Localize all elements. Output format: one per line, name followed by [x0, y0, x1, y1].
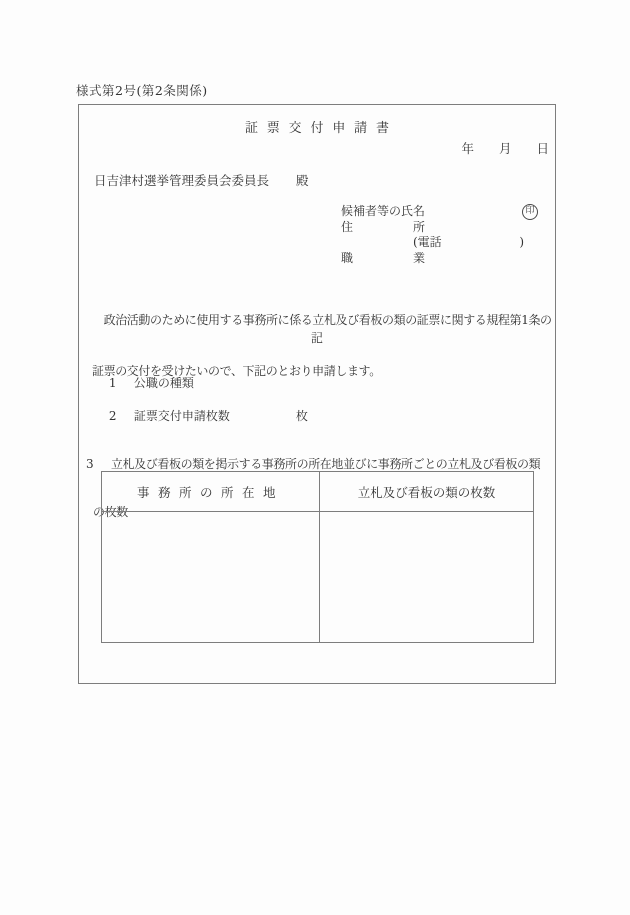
item-text: 立札及び看板の類を掲示する事務所の所在地並びに事務所ごとの立札及び看板の類: [111, 457, 541, 471]
form-number-label: 様式第2号(第2条関係): [76, 83, 208, 98]
applicant-name-label: 候補者等の氏名: [341, 204, 426, 218]
item-number: 1: [108, 376, 117, 390]
statement-line-2: 証票の交付を受けたいので、下記のとおり申請します。: [92, 364, 381, 378]
table-header-sign-count: 立札及び看板の類の枚数: [320, 472, 534, 512]
seal-icon: 印: [522, 204, 538, 220]
applicant-occupation-label: 職 業: [341, 250, 426, 265]
table-cell-office-location: [102, 512, 320, 643]
item-text: 公職の種類: [133, 376, 194, 390]
applicant-phone-row: [413, 235, 524, 251]
phone-close-paren: ): [519, 235, 524, 249]
applicant-address-label: 住 所: [341, 219, 426, 234]
item-text-line-2: の枚数: [93, 505, 128, 519]
applicant-address-row: [341, 220, 538, 236]
applicant-occupation-row: [341, 251, 538, 267]
phone-label: (電話: [413, 235, 442, 249]
item-text-line-1: [86, 456, 551, 472]
form-border-box: [78, 104, 556, 684]
item-text: 証票交付申請枚数: [133, 409, 230, 423]
table-header-row: [102, 472, 534, 512]
table-body-row: [102, 512, 534, 643]
recipient-line: [94, 171, 309, 189]
document-title: 証票交付申請書: [244, 121, 398, 136]
recipient-honorific: 殿: [296, 173, 309, 188]
statement-line-1: 政治活動のために使用する事務所に係る立札及び看板の類の証票に関する規程第1条の: [92, 313, 552, 327]
applicant-block: [341, 204, 538, 266]
item-unit-label: 枚: [295, 409, 308, 423]
table-header-office-location: 事務所の所在地: [102, 472, 320, 512]
item-number: 2: [108, 409, 117, 423]
recipient-name: 日吉津村選挙管理委員会委員長: [94, 173, 270, 188]
applicant-name-row: [341, 204, 538, 220]
item-number: 3: [86, 457, 94, 471]
date-line: 年 月 日: [461, 141, 549, 156]
office-sign-table: [101, 471, 534, 643]
record-mark: 記: [310, 331, 323, 345]
table-cell-sign-count: [320, 512, 534, 643]
